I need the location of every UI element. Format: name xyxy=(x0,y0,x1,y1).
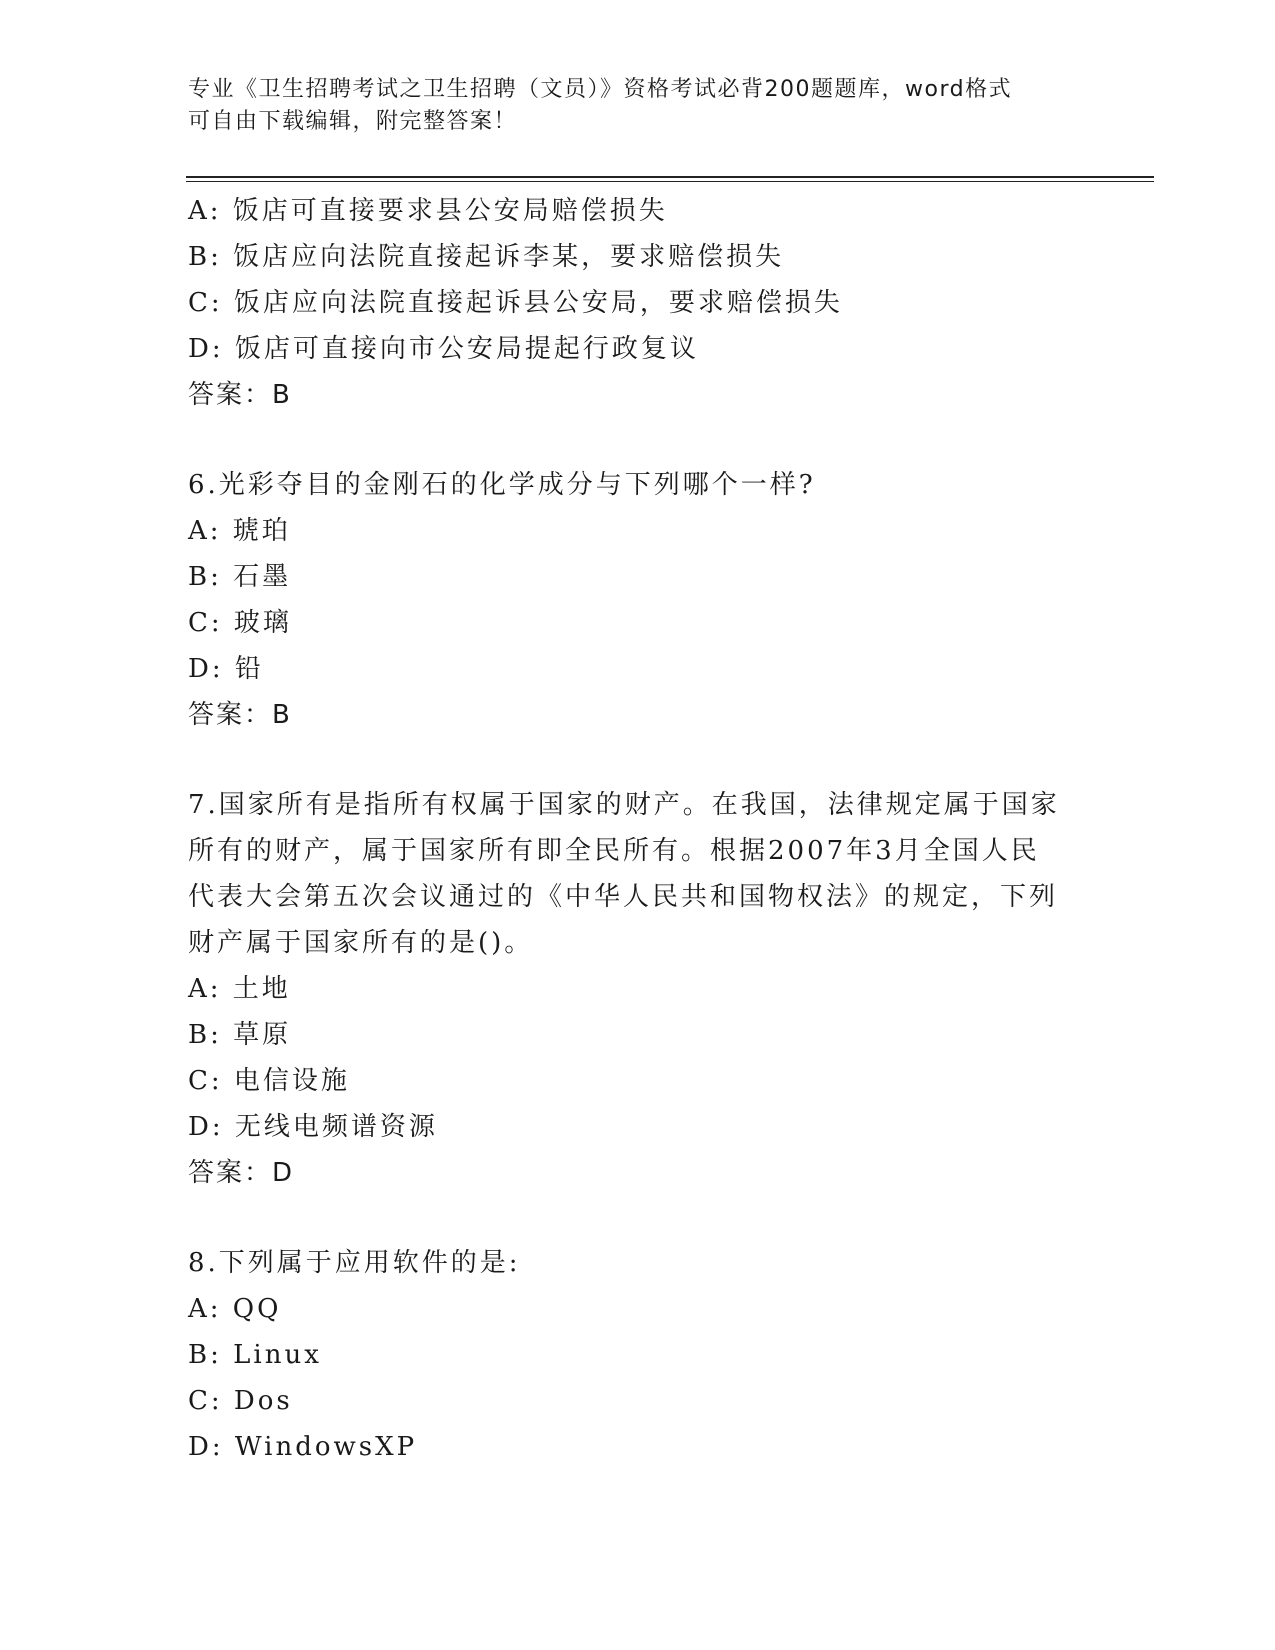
option-b: B: 石墨 xyxy=(188,562,292,592)
header-line-1: 专业《卫生招聘考试之卫生招聘（文员）》资格考试必背200题题库，word格式 xyxy=(188,77,1013,102)
answer: 答案：B xyxy=(188,380,292,410)
option-b: B: Linux xyxy=(188,1340,322,1370)
question-stem: 8.下列属于应用软件的是: xyxy=(188,1248,521,1278)
answer: 答案：D xyxy=(188,1158,295,1188)
question-stem: 7.国家所有是指所有权属于国家的财产。在我国，法律规定属于国家所有的财产，属于国家所有即全民所有。根据2007年3月全国人民代表大会第五次会议通过的《中华人民共和国物权法》的规定，下列财产属于国家所有的是()。 xyxy=(188,790,1060,958)
option-d: D: 饭店可直接向市公安局提起行政复议 xyxy=(188,334,699,364)
question-5 xyxy=(188,188,1088,418)
option-d: D: 铅 xyxy=(188,654,264,684)
question-8 xyxy=(188,1240,1088,1470)
document-header xyxy=(188,74,1088,138)
option-c: C: 饭店应向法院直接起诉县公安局，要求赔偿损失 xyxy=(188,288,843,318)
question-stem: 6.光彩夺目的金刚石的化学成分与下列哪个一样? xyxy=(188,470,816,500)
header-rule-thin xyxy=(186,181,1154,182)
option-c: C: Dos xyxy=(188,1386,293,1416)
spacer xyxy=(188,738,1088,782)
option-a: A: 土地 xyxy=(188,974,291,1004)
option-a: A: 琥珀 xyxy=(188,516,291,546)
header-line-2: 可自由下载编辑，附完整答案！ xyxy=(188,109,518,134)
option-c: C: 玻璃 xyxy=(188,608,292,638)
spacer xyxy=(188,1196,1088,1240)
header-rule-thick xyxy=(186,176,1154,178)
question-6 xyxy=(188,462,1088,738)
option-d: D: 无线电频谱资源 xyxy=(188,1112,438,1142)
option-b: B: 饭店应向法院直接起诉李某，要求赔偿损失 xyxy=(188,242,785,272)
question-7 xyxy=(188,782,1088,1196)
spacer xyxy=(188,418,1088,462)
option-a: A: QQ xyxy=(188,1294,282,1324)
option-b: B: 草原 xyxy=(188,1020,292,1050)
option-c: C: 电信设施 xyxy=(188,1066,350,1096)
question-list xyxy=(188,188,1088,1470)
option-d: D: WindowsXP xyxy=(188,1432,418,1462)
option-a: A: 饭店可直接要求县公安局赔偿损失 xyxy=(188,196,668,226)
answer: 答案：B xyxy=(188,700,292,730)
